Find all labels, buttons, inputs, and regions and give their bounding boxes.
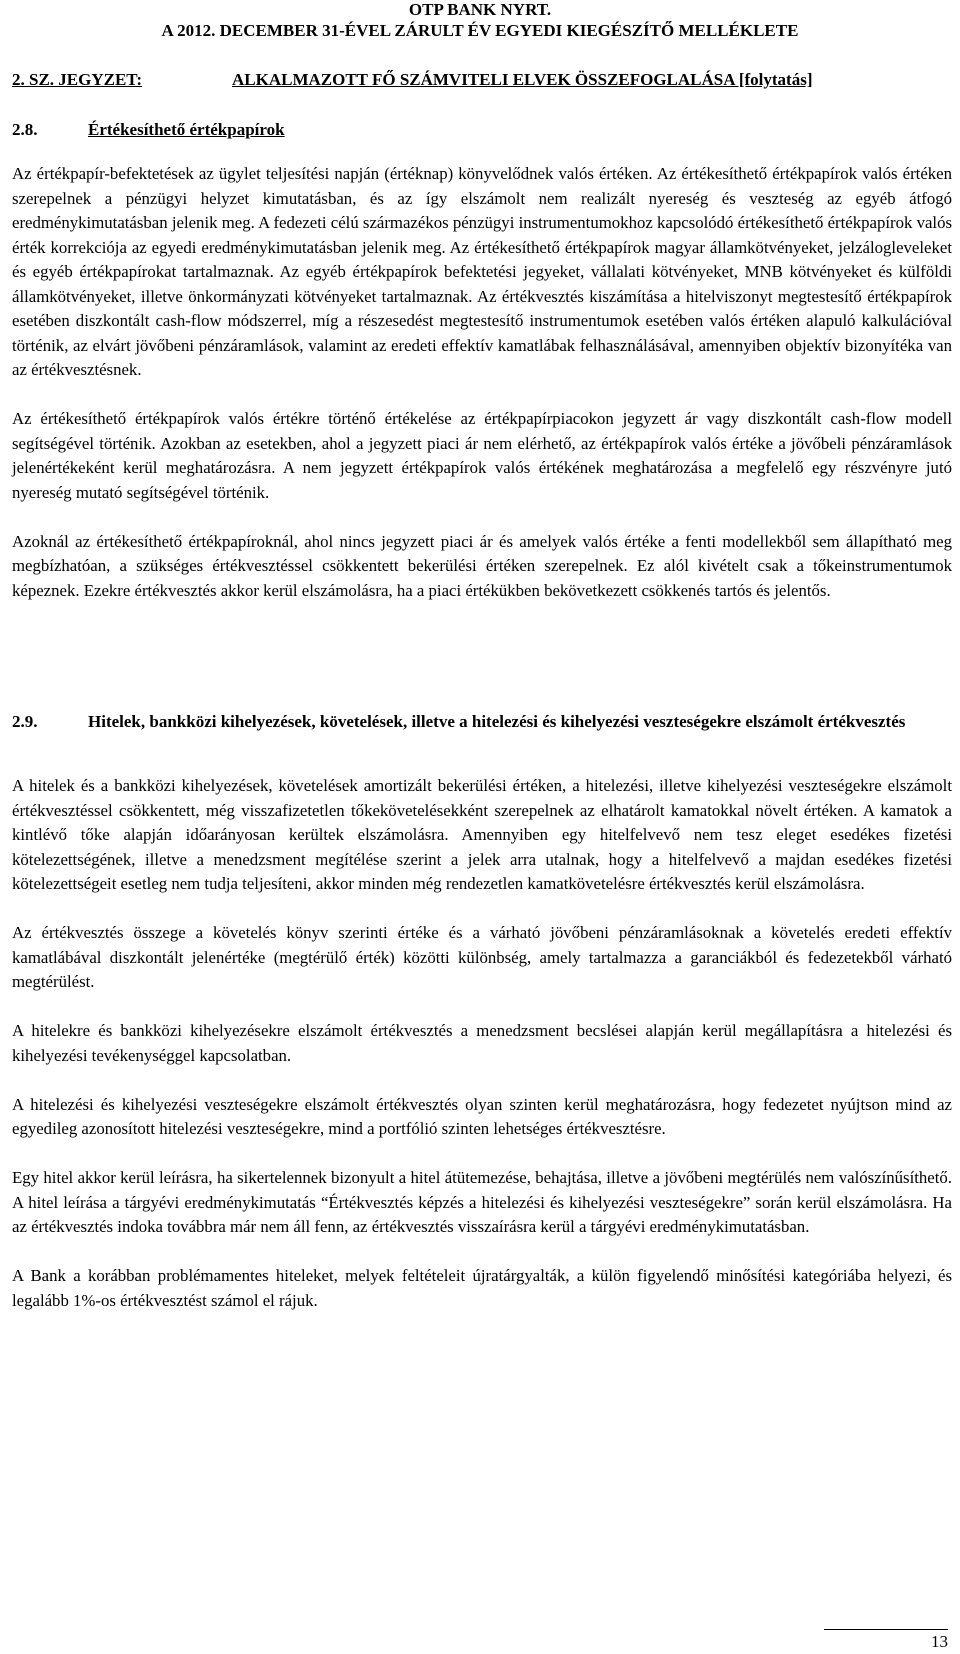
paragraph: Az értékpapír-befektetések az ügylet teljesítési napján (értéknap) könyvelődnek valós értéken. Az értékesíthető értékpapírok valós értéken szerepelnek a pénzügyi helyzet kimutatásban, és az így elszámolt nem realizált nyereség és veszteség az egyéb átfogó eredménykimutatásban jelenik meg. A fedezeti célú származékos pénzügyi instrumentumokhoz kapcsolódó értékesíthető értékpapírok valós érték korrekciója az egyedi eredménykimutatásban jelenik meg. Az értékesíthető értékpapírok magyar államkötvényeket, jelzálogleveleket és egyéb értékpapírokat tartalmaznak. Az egyéb értékpapírok befektetési jegyeket, vállalati kötvényeket, MNB kötvényeket és külföldi államkötvényeket, illetve önkormányzati kötvényeket tartalmaznak. Az értékvesztés kiszámítása a hitelviszonyt megtestesítő értékpapírok esetében diszkontált cash-flow módszerrel, míg a részesedést megtestesítő instrumentumok esetében valós értéken alapuló kalkulációval történik, az elvárt jövőbeni pénzáramlások, valamint az eredeti effektív kamatlábak felhasználásával, amennyiben objektív bizonyítéka van az értékvesztésnek. bbox=[12, 164, 952, 379]
paragraph: Az értékvesztés összege a követelés könyv szerinti értéke és a várható jövőbeni pénzáramlásoknak a követelés eredeti effektív kamatlábával diszkontált jelenértéke (megtérülő érték) közötti különbség, amely tartalmazza a garanciákból és fedezetekből várható megtérülést. bbox=[12, 923, 952, 991]
paragraph: Egy hitel akkor kerül leírásra, ha sikertelennek bizonyult a hitel átütemezése, behajtása, illetve a jövőbeni megtérülés nem valószínűsíthető. A hitel leírása a tárgyévi eredménykimutatás “Értékvesztés képzés a hitelezési és kihelyezési veszteségekre” során kerül elszámolásra. Ha az értékvesztés indoka továbbra már nem áll fenn, az értékvesztés visszaírásra kerül a tárgyévi eredménykimutatásban. bbox=[12, 1168, 952, 1236]
paragraph: A Bank a korábban problémamentes hiteleket, melyek feltételeit újratárgyalták, a külön figyelendő minősítési kategóriába helyezi, és legalább 1%-os értékvesztést számol el rájuk. bbox=[12, 1266, 952, 1310]
note-heading bbox=[12, 70, 952, 90]
section-heading-2-9 bbox=[12, 710, 952, 734]
paragraph: A hitelek és a bankközi kihelyezések, követelések amortizált bekerülési értéken, a hitelezési, illetve kihelyezési veszteségekre elszámolt értékvesztéssel csökkentett, még visszafizetetlen tőkekövetelésekként szerepelnek az elhatárolt kamatokkal növelt értéken. A kamatok a kintlévő tőke alapján időarányosan kerültek elszámolásra. Amennyiben egy hitelfelvevő nem tesz eleget esedékes fizetési kötelezettségének, illetve a menedzsment megítélése szerint a jelek arra utalnak, hogy a hitelfelvevő a majdan esedékes fizetési kötelezettségeit esetleg nem tudja teljesíteni, akkor minden még rendezetlen kamatkövetelésre értékvesztés kerül elszámolásra. bbox=[12, 776, 952, 893]
footer-rule bbox=[824, 1629, 948, 1630]
section-number: 2.9. bbox=[12, 712, 38, 731]
note-title: ALKALMAZOTT FŐ SZÁMVITELI ELVEK ÖSSZEFOGLALÁSA [folytatás] bbox=[232, 70, 813, 89]
paragraph: A hitelezési és kihelyezési veszteségekre elszámolt értékvesztés olyan szinten kerül meghatározásra, hogy fedezetet nyújtson mind az egyedileg azonosított hitelezési veszteségekre, mind a portfólió szinten lehetséges értékvesztésre. bbox=[12, 1094, 952, 1138]
section-body-2-9 bbox=[12, 774, 952, 1338]
section-title: Értékesíthető értékpapírok bbox=[88, 120, 285, 139]
paragraph: Az értékesíthető értékpapírok valós értékre történő értékelése az értékpapírpiacokon jegyzett ár vagy diszkontált cash-flow modell segítségével történik. Azokban az esetekben, ahol a jegyzett piaci ár nem elérhető, az értékpapírok valós értéke a jövőbeli pénzáramlások jelenértékeként kerül meghatározásra. A nem jegyzett értékpapírok valós értékének meghatározása a megfelelő egy részvényre jutó nyereség mutató segítségével történik. bbox=[12, 409, 952, 502]
paragraph: Azoknál az értékesíthető értékpapíroknál, ahol nincs jegyzett piaci ár és amelyek valós értéke a fenti modellekből sem állapítható meg megbízhatóan, a szükséges értékvesztéssel csökkentett bekerülési értéken szerepelnek. Ez alól kivételt csak a tőkeinstrumentumok képeznek. Ezekre értékvesztés akkor kerül elszámolásra, ha a piaci értékükben bekövetkezett csökkenés tartós és jelentős. bbox=[12, 531, 952, 600]
section-title: Hitelek, bankközi kihelyezések, követelések, illetve a hitelezési és kihelyezési veszteségekre elszámolt értékvesztés bbox=[88, 712, 906, 731]
section-heading-2-8 bbox=[12, 118, 952, 142]
section-body-2-8 bbox=[12, 162, 952, 628]
note-number: 2. SZ. JEGYZET: bbox=[12, 70, 143, 89]
paragraph: A hitelekre és bankközi kihelyezésekre elszámolt értékvesztés a menedzsment becslései alapján kerül megállapításra a hitelezési és kihelyezési tevékenységgel kapcsolatban. bbox=[12, 1021, 952, 1065]
header-company: OTP BANK NYRT. bbox=[408, 0, 552, 19]
page-number: 13 bbox=[931, 1632, 948, 1651]
header-subtitle: A 2012. DECEMBER 31-ÉVEL ZÁRULT ÉV EGYEDI KIEGÉSZÍTŐ MELLÉKLETE bbox=[161, 21, 799, 40]
section-number: 2.8. bbox=[12, 120, 38, 139]
